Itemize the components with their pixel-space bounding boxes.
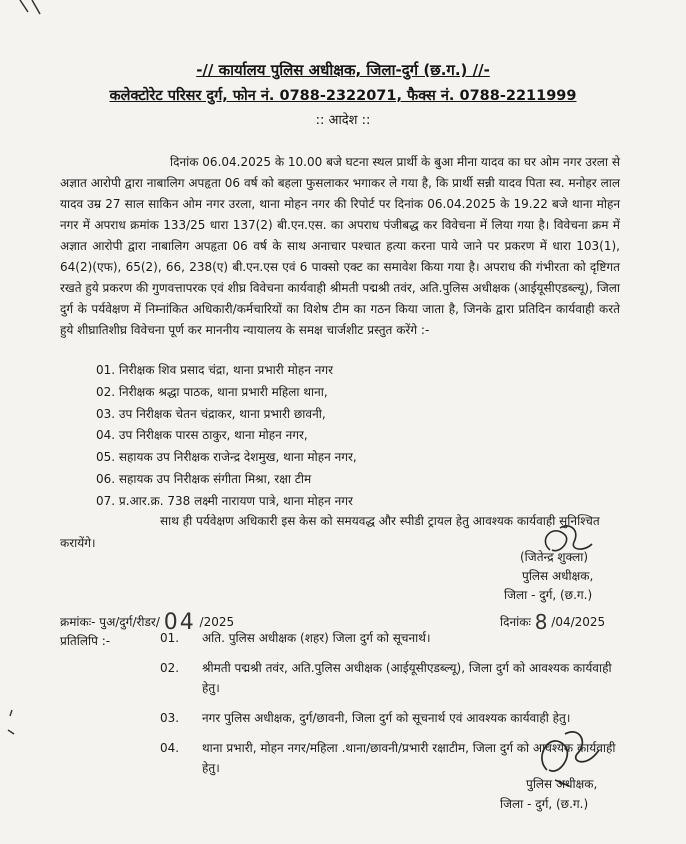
copy-item-text: श्रीमती पद्मश्री तवंर, अति.पुलिस अधीक्षक (आईयूसीएडब्ल्यू), जिला दुर्ग को आवश्यक कार्यवाही हेतु।: [202, 661, 612, 695]
team-member: 07. प्र.आर.क्र. 738 लक्ष्मी नारायण पात्रे, थाना मोहन नगर: [96, 493, 353, 508]
team-member: 01. निरीक्षक शिव प्रसाद चंद्रा, थाना प्रभारी मोहन नगर: [96, 363, 334, 377]
team-member: 06. सहायक उप निरीक्षक संगीता मिश्रा, रक्षा टीम: [96, 471, 312, 486]
reference-label: क्रमांकः- पुअ/दुर्ग/रीडर/: [60, 615, 160, 629]
signatory-name: (जितेन्द्र शुक्ला): [520, 550, 589, 564]
signature-block: [500, 548, 630, 605]
date-handwritten-day: 8: [534, 610, 548, 634]
team-member: 03. उप निरीक्षक चेतन चंद्राकर, थाना प्रभारी छावनी,: [96, 406, 326, 421]
copy-item-text: नगर पुलिस अधीक्षक, दुर्ग/छावनी, जिला दुर्ग को सूचनार्थ एवं आवश्यक कार्यवाही हेतु।: [202, 711, 571, 725]
reference-handwritten-number: 04: [163, 610, 196, 635]
team-member: 05. सहायक उप निरीक्षक राजेन्द्र देशमुख, थाना मोहन नगर,: [96, 450, 357, 465]
signatory-designation: पुलिस अधीक्षक,: [522, 569, 594, 583]
copy-item-number: 03.: [160, 711, 180, 725]
date-rest: /04/2025: [551, 615, 606, 629]
copy-item-number: 02.: [160, 661, 180, 675]
corner-pen-mark: [18, 0, 48, 16]
closing-paragraph: साथ ही पर्यवेक्षण अधिकारी इस केस को समयवद्ध और स्पीडी ट्रायल हेतु आवश्यक कार्यवाही सुनिश्चित करायेंगे।: [60, 514, 600, 550]
copy-item: [160, 628, 630, 648]
team-member: 04. उप निरीक्षक पारस ठाकुर, थाना मोहन नगर,: [96, 428, 308, 443]
copy-item-text: थाना प्रभारी, मोहन नगर/महिला .थाना/छावनी/प्रभारी रक्षाटीम, जिला दुर्ग को आवश्यक कार्यवाही हेतु।: [202, 741, 616, 775]
signatory-2-district: जिला - दुर्ग, (छ.ग.): [500, 797, 589, 811]
margin-mark: [4, 708, 16, 738]
copy-to-label: प्रतिलिपि :-: [60, 634, 111, 648]
copy-item: [160, 658, 630, 698]
date-label: दिनांकः: [500, 615, 531, 629]
team-list: [96, 360, 357, 513]
order-body-paragraph: दिनांक 06.04.2025 के 10.00 बजे घटना स्थल प्रार्थी के बुआ मीना यादव का घर ओम नगर उरला से अज्ञात आरोपी द्वारा नाबालिग अपहृता 06 वर्ष को बहला फुसलाकर भगाकर ले गया है, कि प्रार्थी सन्नी यादव पिता स्व. मनोहर लाल यादव उम्र 27 साल साकिन ओम नगर उरला, थाना मोहन नगर की रिपोर्ट पर दिनांक 06.04.2025 के 19.22 बजे थाना मोहन नगर में अपराध क्रमांक 133/25 धारा 137(2) बी.एन.एस. का अपराध पंजीबद्ध कर विवेचना में लिया गया है। विवेचना क्रम में अज्ञात आरोपी द्वारा नाबालिग अपहृता 06 वर्ष के साथ अनाचार पश्चात हत्या करना पाये जाने पर प्रकरण में धारा 103(1), 64(2)(एफ), 65(2), 66, 238(ए) बी.एन.एस एवं 6 पाक्सो एक्ट का समावेश किया गया है। अपराध की गंभीरता को दृष्टिगत रखते हुये प्रकरण की गुणवत्तापरक एवं शीघ्र विवेचना कार्यवाही श्रीमती पद्मश्री तवंर, अति.पुलिस अधीक्षक (आईयूसीएडब्ल्यू), जिला दुर्ग के पर्यवेक्षण में निम्नांकित अधिकारी/कर्मचारियों का विशेष टीम का गठन किया जाता है, जिनके द्वारा प्रतिदिन कार्यवाही करते हुये शीघ्रातिशीघ्र विवेचना पूर्ण कर माननीय न्यायालय के समक्ष चार्जशीट प्रस्तुत करेंगे :-: [60, 155, 620, 337]
signatory-2-designation: पुलिस अधीक्षक,: [526, 777, 598, 791]
office-address: कलेक्टोरेट परिसर दुर्ग, फोन नं. 0788-2322071, फैक्स नं. 0788-2211999: [109, 88, 577, 104]
copy-item-number: 01.: [160, 631, 180, 645]
order-title: :: आदेश ::: [315, 113, 371, 128]
team-member: 02. निरीक्षक श्रद्धा पाठक, थाना प्रभारी महिला थाना,: [96, 384, 328, 399]
signature-block-2: [500, 774, 630, 814]
office-heading: -// कार्यालय पुलिस अधीक्षक, जिला-दुर्ग (छ.ग.) //-: [196, 61, 490, 79]
signatory-district: जिला - दुर्ग, (छ.ग.): [504, 588, 593, 602]
copy-item-text: अति. पुलिस अधीक्षक (शहर) जिला दुर्ग को सूचनार्थ।: [202, 631, 431, 645]
copy-item-number: 04.: [160, 741, 180, 755]
reference-year: /2025: [199, 615, 235, 629]
